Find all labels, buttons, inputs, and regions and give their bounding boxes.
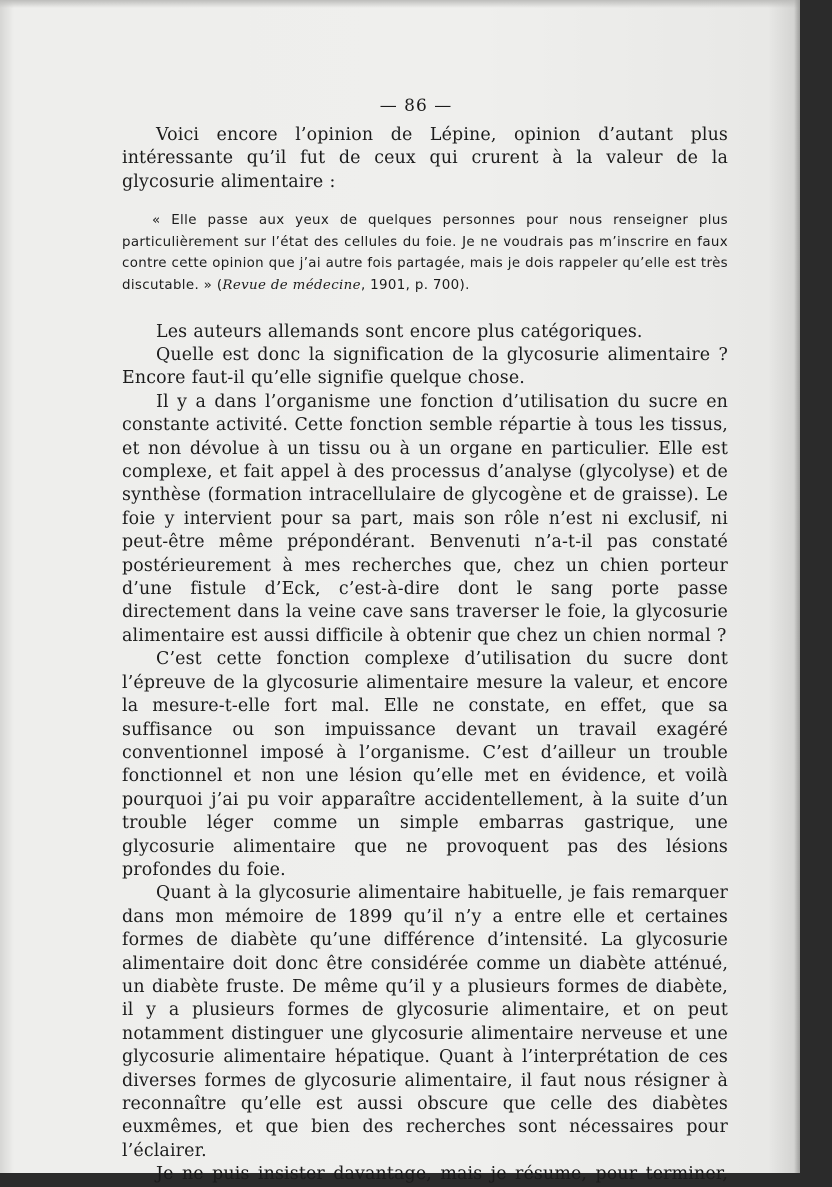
page-shadow-top <box>0 0 800 8</box>
page-number: — 86 — <box>379 96 453 116</box>
paragraph-signification: Quelle est donc la signification de la glycosurie alimentaire ? Encore faut-il qu’elle signifie quelque chose. <box>122 345 728 389</box>
paragraph-habituelle: Quant à la glycosurie alimentaire habituelle, je fais remarquer dans mon mémoire de 1899 qu’il n’y a entre elle et certaines formes de diabète qu’une différence d’intensité. La glycosurie alimentaire doit donc être considérée comme un diabète atténué, un diabète fruste. De même qu’il y a plusieurs formes de diabète, il y a plusieurs formes de glycosurie alimentaire, et on peut notamment distinguer une glycosurie alimentaire nerveuse et une glycosurie alimentaire hépatique. Quant à l’interprétation de ces diverses formes de glycosurie alimentaire, il faut nous résigner à reconnaître qu’elle est aussi obscure que celle des diabètes euxmêmes, et que bien des recherches sont nécessaires pour l’éclairer. <box>122 883 728 1161</box>
quotation-text: « Elle passe aux yeux de quelques personnes pour nous renseigner plus particulièrement sur l’état des cellules du foie. Je ne voudrais pas m’inscrire en faux contre cette opinion que j’ai autre fois partagée, mais je dois rappeler qu’elle est très discutable. » ( <box>122 213 728 293</box>
paragraph-german-authors: Les auteurs allemands sont encore plus catégoriques. <box>156 321 643 342</box>
paragraph-fonction: Il y a dans l’organisme une fonction d’utilisation du sucre en constante activité. Cette fonction semble répartie à tous les tissus, et non dévolue à un tissu ou à un organe en particulier. Elle est complexe, et fait appel à des processus d’analyse (glycolyse) et de synthèse (formation intracellulaire de glycogène et de graisse). Le foie y intervient pour sa part, mais son rôle n’est ni exclusif, ni peut-être même prépondérant. Benvenuti n’a-t-il pas constaté postérieurement à mes recherches que, chez un chien porteur d’une fistule d’Eck, c’est-à-dire dont le sang porte passe directement dans la veine cave sans traverser le foie, la glycosurie alimentaire est aussi difficile à obtenir que chez un chien normal ? <box>122 391 728 646</box>
quotation-source: Revue de médecine <box>222 278 361 293</box>
paragraph-epreuve: C’est cette fonction complexe d’utilisation du sucre dont l’épreuve de la glycosurie alimentaire mesure la valeur, et encore la mesure-t-elle fort mal. Elle ne constate, en effet, que sa suffisance ou son impuissance devant un travail exagéré conventionnel imposé à l’organisme. C’est d’ailleur un trouble fonctionnel et non une lésion qu’elle met en évidence, et voilà pourquoi j’ai pu voir apparaître accidentellement, à la suite d’un trouble léger comme un simple embarras gastrique, une glycosurie alimentaire que ne provoquent pas des lésions profondes du foie. <box>122 649 728 880</box>
quotation-reference: , 1901, p. 700). <box>360 278 470 293</box>
paragraph-intro: Voici encore l’opinion de Lépine, opinion d’autant plus intéressante qu’il fut de ceux qui crurent à la valeur de la glycosurie alimentaire : <box>122 125 728 192</box>
quotation-block <box>122 210 728 296</box>
page-body <box>122 124 728 1187</box>
page-shadow-right <box>794 0 800 1173</box>
paragraph-conclusion: Je ne puis insister davantage, mais je résume, pour terminer, <box>156 1164 728 1185</box>
